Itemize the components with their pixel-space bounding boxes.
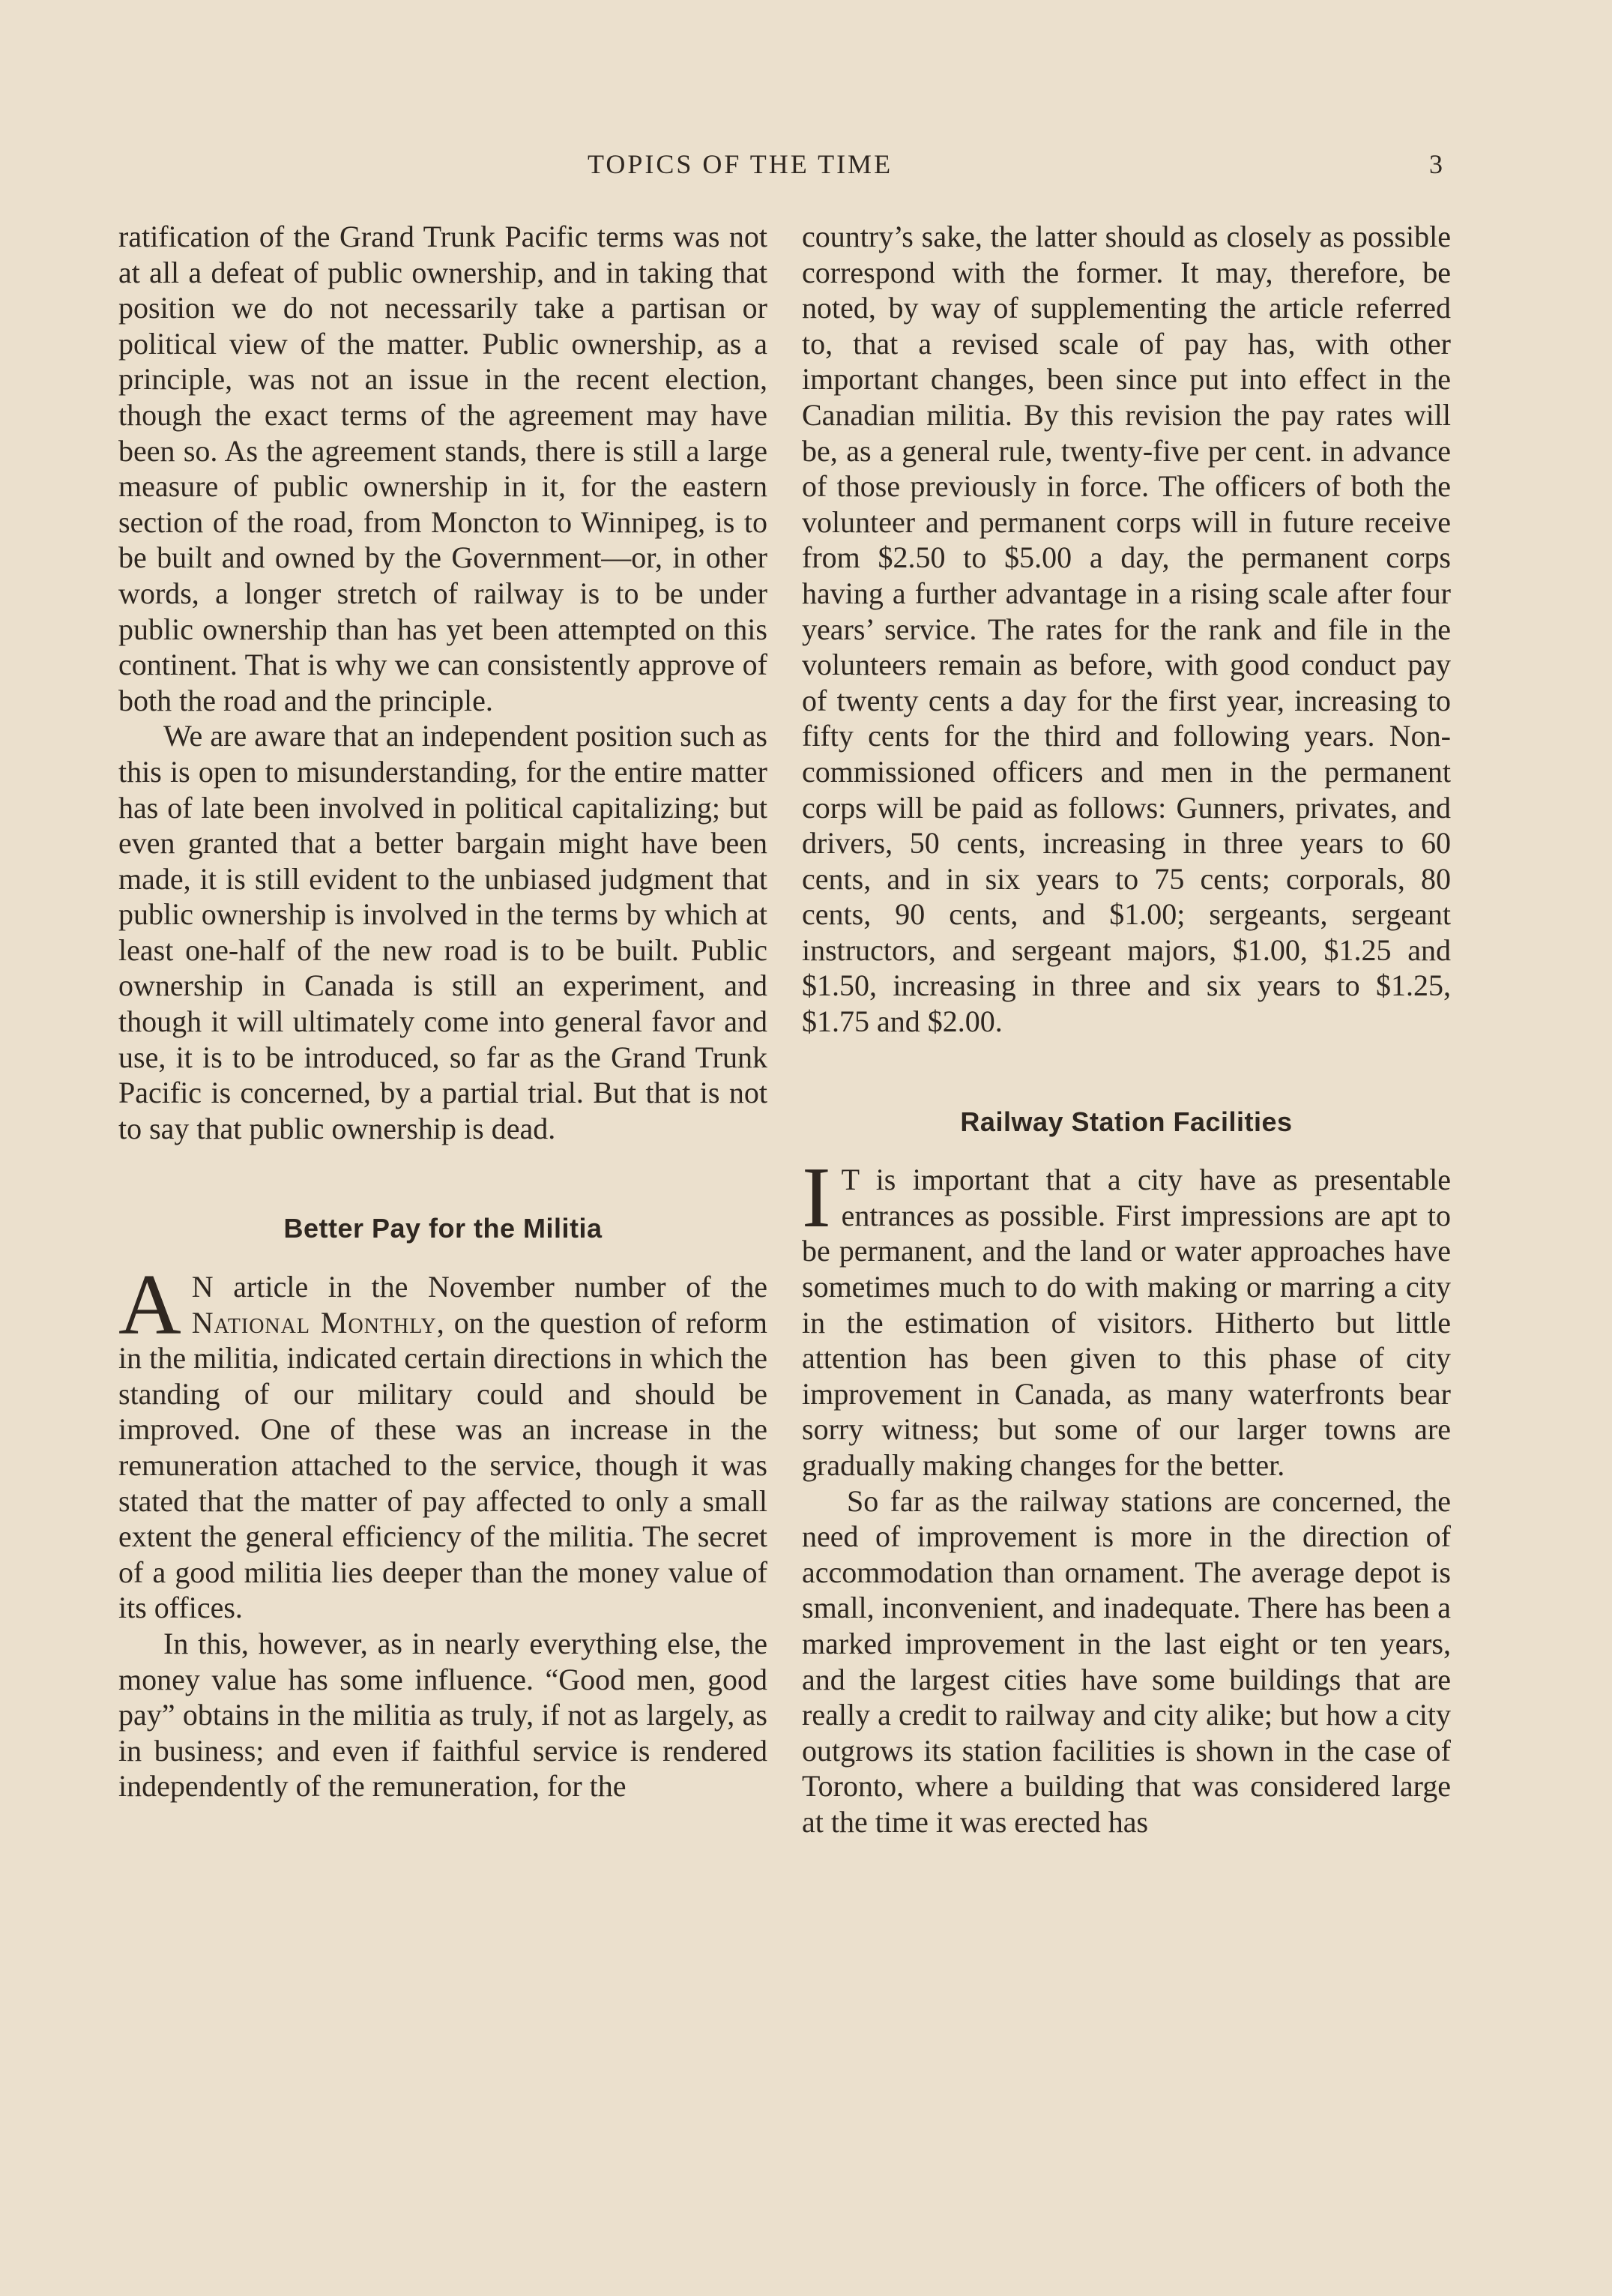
paragraph-with-drop-cap: IT is important that a city have as presentable entrances as possible. First impressions are apt to be permanent, and the land or water approaches have sometimes much to do with making or marring a city in the estimation of visitors. Hitherto but little attention has been given to this phase of city improvement in Canada, as many waterfronts bear sorry witness; but some of our larger towns are gradually making changes for the better.: [802, 1150, 1451, 1482]
left-column: [118, 219, 767, 1804]
paragraph-rest: , on the question of reform in the militia, indicated certain directions in which the standing of our military could and should be improved. One of these was an increase in the remuneration attached to the service, though it was stated that the matter of pay affected to only a small extent the general efficiency of the militia. The secret of a good militia lies deeper than the money value of its offices.: [118, 1305, 767, 1625]
running-head: TOPICS OF THE TIME: [588, 149, 893, 179]
section-heading: Railway Station Facilities: [960, 1106, 1293, 1137]
right-column: [802, 219, 1451, 1840]
paragraph: In this, however, as in nearly everything else, the money value has some influence. “Good men, good pay” obtains in the militia as truly, if not as largely, as in business; and even if faithful service is rendered independently of the remuneration, for the: [118, 1626, 767, 1804]
section-heading: Better Pay for the Militia: [283, 1213, 603, 1244]
page-number: 3: [1429, 149, 1443, 179]
magazine-title: National Monthly: [191, 1305, 437, 1340]
paragraph: ratification of the Grand Trunk Pacific terms was not at all a defeat of public ownership, and in taking that position we do not necessarily take a partisan or political view of the matter. Public ownership, as a principle, was not an issue in the recent election, though the exact terms of the agreement may have been so. As the agreement stands, there is still a large measure of public ownership in it, for the eastern section of the road, from Moncton to Winnipeg, is to be built and owned by the Government—or, in other words, a longer stretch of railway is to be under public ownership than has yet been attempted on this continent. That is why we can consistently approve of both the road and the principle.: [118, 220, 767, 717]
paragraph-start: AN article in the November number of the: [118, 1257, 767, 1354]
paragraph: We are aware that an independent position such as this is open to misunderstanding, for the entire matter has of late been involved in political capitalizing; but even granted that a better bargain might have been made, it is still evident to the unbiased judgment that public ownership is involved in the terms by which at least one-half of the new road is to be built. Public ownership in Canada is still an experiment, and though it will ultimately come into general favor and use, it is to be introduced, so far as the Grand Trunk Pacific is concerned, by a partial trial. But that is not to say that public ownership is dead.: [118, 719, 767, 1145]
paragraph: country’s sake, the latter should as closely as possible correspond with the former. It may, therefore, be noted, by way of supplementing the article referred to, that a revised scale of pay has, with other important changes, been since put into effect in the Canadian militia. By this revision the pay rates will be, as a general rule, twenty-five per cent. in advance of those previously in force. The officers of both the volunteer and permanent corps will in future receive from $2.50 to $5.00 a day, the permanent corps having a further advantage in a rising scale after four years’ service. The rates for the rank and file in the volunteers remain as before, with good conduct pay of twenty cents a day for the first year, increasing to fifty cents for the third and following years. Non-commissioned officers and men in the permanent corps will be paid as follows: Gunners, privates, and drivers, 50 cents, increasing in three years to 60 cents, and in six years to 75 cents; corporals, 80 cents, 90 cents, and $1.00; sergeants, sergeant instructors, and sergeant majors, $1.00, $1.25 and $1.50, increasing in three and six years to $1.25, $1.75 and $2.00.: [802, 220, 1451, 1039]
paragraph: So far as the railway stations are concerned, the need of improvement is more in the direction of accommodation than ornament. The average depot is small, inconvenient, and inadequate. There has been a marked improvement in the last eight or ten years, and the largest cities have some buildings that are really a credit to railway and city alike; but how a city outgrows its station facilities is shown in the case of Toronto, where a building that was considered large at the time it was erected has: [802, 1483, 1451, 1839]
paragraph-with-drop-cap: [118, 1257, 767, 1626]
